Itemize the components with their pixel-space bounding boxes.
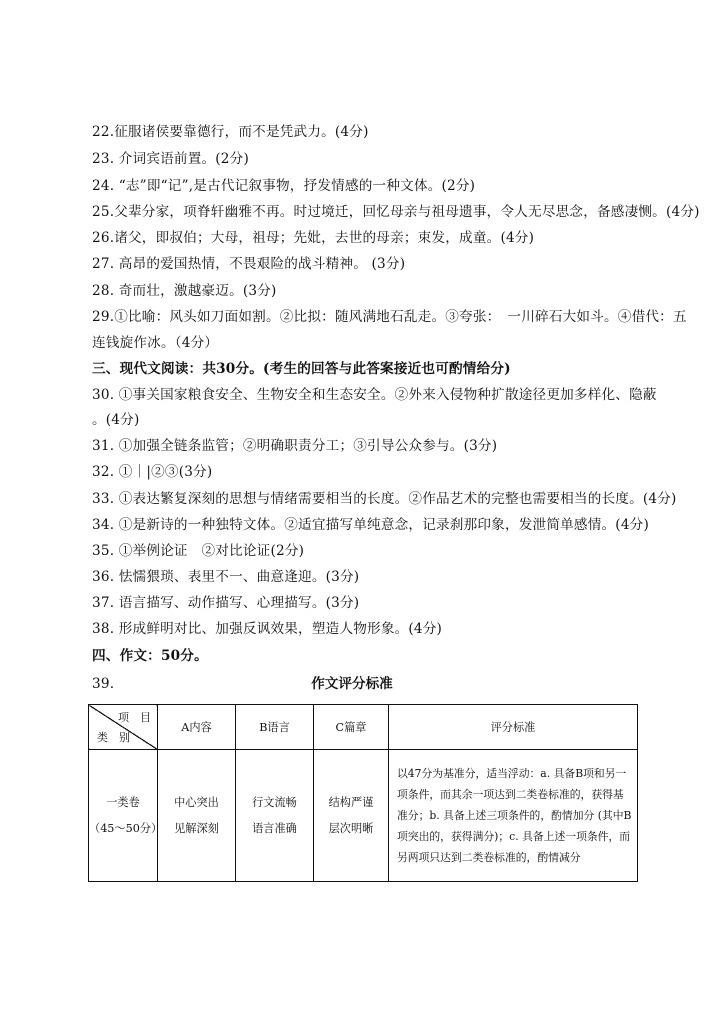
answer-30-line1: 30. ①事关国家粮食安全、生物安全和生态安全。②外来入侵物种扩散途径更加多样化、隐蔽 (92, 387, 657, 403)
header-structure: C篇章 (314, 705, 389, 750)
section-4-heading: 四、作文：50分。 (92, 648, 208, 664)
answer-37: 37. 语言描写、动作描写、心理描写。(3分) (92, 595, 360, 611)
answer-35: 35. ①举例论证 ②对比论证(2分) (92, 543, 305, 559)
answer-29-line1: 29.①比喻：风头如刀面如割。②比拟：随风满地石乱走。③夸张： 一川碎石大如斗。④借代：五 (92, 309, 687, 325)
answer-25: 25.父辈分家，项脊轩幽雅不再。时过境迁，回忆母亲与祖母遗事，令人无尽思念，备感凄恻。(4分) (92, 204, 700, 220)
standard-line: 项突出的，获得满分)；c. 具备上述一项条件，而 (397, 830, 631, 843)
answer-23: 23. 介词宾语前置。(2分) (92, 151, 249, 167)
table-row (89, 750, 638, 882)
header-category-label: 类 别 (97, 731, 130, 744)
section-3-heading: 三、现代文阅读：共30分。(考生的回答与此答案接近也可酌情给分) (92, 361, 511, 377)
standard-line: 项条件，而其余一项达到二类卷标准的，获得基 (397, 788, 624, 801)
standard-cell (389, 750, 638, 882)
category-cell (89, 750, 163, 882)
answer-22: 22.征服诸侯要靠德行，而不是凭武力。(4分) (92, 124, 369, 140)
content-cell (158, 750, 236, 882)
essay-grading-table (88, 704, 638, 882)
structure-line: 层次明晰 (328, 821, 374, 835)
answer-36: 36. 怯懦猥琐、表里不一、曲意逢迎。(3分) (92, 569, 360, 585)
content-line: 见解深刻 (174, 821, 219, 835)
answer-32: 32. ①｜|②③(3分) (92, 464, 213, 480)
answer-26: 26.诸父，即叔伯；大母，祖母；先妣，去世的母亲；束发，成童。(4分) (92, 230, 535, 246)
category-range: （45～50分） (89, 821, 163, 835)
language-cell (236, 750, 314, 882)
standard-line: 以47分为基准分，适当浮动：a. 具备B项和另一 (397, 767, 627, 780)
language-line: 语言准确 (252, 821, 297, 835)
answer-33: 33. ①表达繁复深刻的思想与情绪需要相当的长度。②作品艺术的完整也需要相当的长度。(4分) (92, 491, 677, 507)
table-title: 作文评分标准 (311, 676, 393, 692)
header-standard: 评分标准 (389, 705, 638, 750)
table-header-row (89, 705, 638, 750)
answer-34: 34. ①是新诗的一种独特文体。②适宜描写单纯意念，记录刹那印象，发泄简单感情。(4分) (92, 517, 649, 533)
diagonal-header-cell (89, 705, 158, 750)
header-language: B语言 (236, 705, 314, 750)
answer-31: 31. ①加强全链条监管；②明确职责分工；③引导公众参与。(3分) (92, 438, 498, 454)
answer-24: 24. “志”即“记”,是古代记叙事物，抒发情感的一种文体。(2分) (92, 178, 476, 194)
answer-28: 28. 奇而壮，激越豪迈。(3分) (92, 283, 277, 299)
answer-39: 39. (92, 676, 115, 692)
header-content: A内容 (158, 705, 236, 750)
answer-38: 38. 形成鲜明对比、加强反讽效果，塑造人物形象。(4分) (92, 621, 443, 637)
standard-line: 准分；b. 具备上述三项条件的，酌情加分 (其中B (397, 809, 632, 822)
answer-27: 27. 高昂的爱国热情，不畏艰险的战斗精神。 (3分) (92, 256, 406, 272)
language-line: 行文流畅 (252, 795, 297, 809)
header-item-label: 项 目 (118, 711, 151, 724)
answer-30-line2: 。(4分) (92, 412, 140, 428)
standard-line: 另两项只达到二类卷标准的，酌情减分 (397, 851, 581, 864)
structure-cell (314, 750, 389, 882)
structure-line: 结构严谨 (328, 795, 374, 809)
content-line: 中心突出 (174, 795, 219, 809)
category-name: 一类卷 (106, 795, 140, 809)
answer-29-line2: 连钱旋作冰。（4分） (92, 335, 219, 351)
